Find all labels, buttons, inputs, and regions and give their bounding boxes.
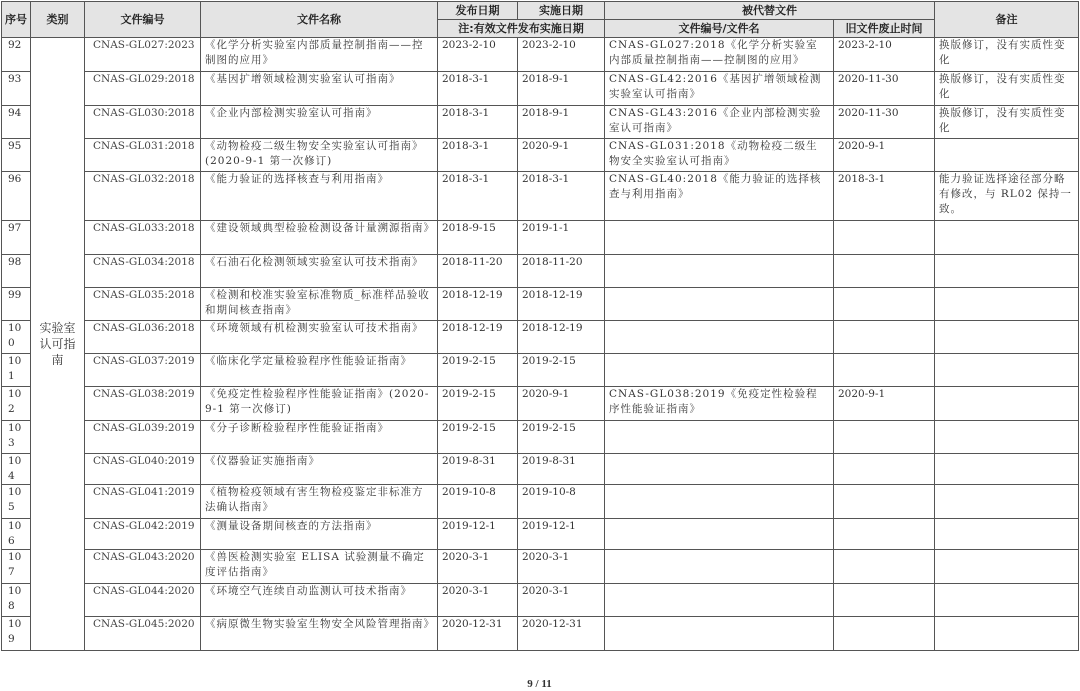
abolish-date-cell: 2020-11-30 [834, 72, 935, 106]
publish-date-cell: 2019-2-15 [438, 354, 518, 387]
file-name-cell: 《测量设备期间核查的方法指南》 [201, 519, 438, 550]
page-number: 9 / 11 [527, 678, 552, 690]
replaced-file-cell [605, 354, 834, 387]
publish-date-cell: 2020-12-31 [438, 617, 518, 651]
row-number-cell: 107 [2, 550, 31, 584]
effective-date-cell: 2019-12-1 [518, 519, 605, 550]
abolish-date-cell [834, 485, 935, 519]
abolish-date-cell [834, 221, 935, 255]
replaced-file-cell [605, 550, 834, 584]
effective-date-cell: 2018-9-1 [518, 106, 605, 139]
table-row [2, 387, 1079, 421]
table-row [2, 584, 1079, 617]
row-number-cell: 102 [2, 387, 31, 421]
remark-cell [935, 421, 1079, 454]
remark-cell [935, 139, 1079, 172]
header-name: 文件名称 [201, 2, 438, 38]
publish-date-cell: 2018-3-1 [438, 106, 518, 139]
table-row [2, 550, 1079, 584]
table-body [2, 38, 1079, 651]
row-number-cell: 109 [2, 617, 31, 651]
abolish-date-cell: 2023-2-10 [834, 38, 935, 72]
abolish-date-cell [834, 255, 935, 288]
table-row [2, 454, 1079, 485]
table-row [2, 38, 1079, 72]
row-number-cell: 97 [2, 221, 31, 255]
file-code-cell: CNAS-GL030:2018 [85, 106, 201, 139]
effective-date-cell: 2018-3-1 [518, 172, 605, 221]
remark-cell [935, 255, 1079, 288]
replaced-file-cell [605, 321, 834, 354]
remark-cell [935, 387, 1079, 421]
table-row [2, 421, 1079, 454]
file-code-cell: CNAS-GL034:2018 [85, 255, 201, 288]
replaced-file-cell [605, 421, 834, 454]
file-code-cell: CNAS-GL039:2019 [85, 421, 201, 454]
row-number-cell: 103 [2, 421, 31, 454]
row-number-cell: 96 [2, 172, 31, 221]
abolish-date-cell [834, 354, 935, 387]
file-code-cell: CNAS-GL041:2019 [85, 485, 201, 519]
file-name-cell: 《免疫定性检验程序性能验证指南》(2020-9-1 第一次修订) [201, 387, 438, 421]
row-number-cell: 99 [2, 288, 31, 321]
file-name-cell: 《临床化学定量检验程序性能验证指南》 [201, 354, 438, 387]
file-code-cell: CNAS-GL042:2019 [85, 519, 201, 550]
remark-cell: 换版修订，没有实质性变化 [935, 72, 1079, 106]
header-effective-date: 实施日期 [518, 2, 605, 20]
file-code-cell: CNAS-GL040:2019 [85, 454, 201, 485]
file-name-cell: 《植物检疫领域有害生物检疫鉴定非标准方法确认指南》 [201, 485, 438, 519]
replaced-file-cell [605, 221, 834, 255]
file-name-cell: 《病原微生物实验室生物安全风险管理指南》 [201, 617, 438, 651]
row-number-cell: 108 [2, 584, 31, 617]
effective-date-cell: 2020-9-1 [518, 387, 605, 421]
header-abolish-date: 旧文件废止时间 [834, 20, 935, 38]
effective-date-cell: 2018-12-19 [518, 288, 605, 321]
publish-date-cell: 2018-3-1 [438, 72, 518, 106]
file-name-cell: 《企业内部检测实验室认可指南》 [201, 106, 438, 139]
header-category: 类别 [31, 2, 85, 38]
file-name-cell: 《动物检疫二级生物安全实验室认可指南》(2020-9-1 第一次修订) [201, 139, 438, 172]
replaced-file-cell [605, 519, 834, 550]
abolish-date-cell: 2020-9-1 [834, 387, 935, 421]
table-row [2, 72, 1079, 106]
replaced-file-cell [605, 255, 834, 288]
header-replaced-code-name: 文件编号/文件名 [605, 20, 834, 38]
remark-cell [935, 485, 1079, 519]
replaced-file-cell: CNAS-GL42:2016《基因扩增领域检测实验室认可指南》 [605, 72, 834, 106]
publish-date-cell: 2018-12-19 [438, 288, 518, 321]
standards-table [1, 1, 1079, 651]
header-remarks: 备注 [935, 2, 1079, 38]
effective-date-cell: 2018-12-19 [518, 321, 605, 354]
abolish-date-cell [834, 617, 935, 651]
remark-cell [935, 288, 1079, 321]
remark-cell [935, 354, 1079, 387]
effective-date-cell: 2020-3-1 [518, 550, 605, 584]
table-row [2, 519, 1079, 550]
replaced-file-cell [605, 288, 834, 321]
row-number-cell: 93 [2, 72, 31, 106]
row-number-cell: 95 [2, 139, 31, 172]
publish-date-cell: 2019-2-15 [438, 421, 518, 454]
table-row [2, 172, 1079, 221]
file-name-cell: 《建设领域典型检验检测设备计量溯源指南》 [201, 221, 438, 255]
remark-cell [935, 221, 1079, 255]
file-name-cell: 《分子诊断检验程序性能验证指南》 [201, 421, 438, 454]
abolish-date-cell [834, 519, 935, 550]
remark-cell [935, 584, 1079, 617]
publish-date-cell: 2018-9-15 [438, 221, 518, 255]
abolish-date-cell [834, 288, 935, 321]
category-cell: 实验室认可指南 [31, 38, 85, 651]
header-replaced: 被代替文件 [605, 2, 935, 20]
abolish-date-cell [834, 584, 935, 617]
replaced-file-cell: CNAS-GL031:2018《动物检疫二级生物安全实验室认可指南》 [605, 139, 834, 172]
effective-date-cell: 2020-3-1 [518, 584, 605, 617]
file-name-cell: 《化学分析实验室内部质量控制指南——控制图的应用》 [201, 38, 438, 72]
replaced-file-cell [605, 617, 834, 651]
file-name-cell: 《基因扩增领域检测实验室认可指南》 [201, 72, 438, 106]
header-publish-date: 发布日期 [438, 2, 518, 20]
table-row [2, 617, 1079, 651]
publish-date-cell: 2019-10-8 [438, 485, 518, 519]
effective-date-cell: 2019-10-8 [518, 485, 605, 519]
file-code-cell: CNAS-GL029:2018 [85, 72, 201, 106]
publish-date-cell: 2018-3-1 [438, 172, 518, 221]
publish-date-cell: 2020-3-1 [438, 584, 518, 617]
row-number-cell: 98 [2, 255, 31, 288]
publish-date-cell: 2019-2-15 [438, 387, 518, 421]
effective-date-cell: 2019-2-15 [518, 354, 605, 387]
row-number-cell: 94 [2, 106, 31, 139]
remark-cell [935, 550, 1079, 584]
abolish-date-cell [834, 550, 935, 584]
remark-cell [935, 617, 1079, 651]
header-date-note: 注:有效文件发布实施日期 [438, 20, 605, 38]
publish-date-cell: 2018-11-20 [438, 255, 518, 288]
replaced-file-cell [605, 485, 834, 519]
file-name-cell: 《检测和校准实验室标准物质_标准样品验收和期间核查指南》 [201, 288, 438, 321]
row-number-cell: 104 [2, 454, 31, 485]
file-code-cell: CNAS-GL044:2020 [85, 584, 201, 617]
file-name-cell: 《石油石化检测领域实验室认可技术指南》 [201, 255, 438, 288]
abolish-date-cell [834, 421, 935, 454]
table-row [2, 139, 1079, 172]
replaced-file-cell: CNAS-GL027:2018《化学分析实验室内部质量控制指南——控制图的应用》 [605, 38, 834, 72]
effective-date-cell: 2019-1-1 [518, 221, 605, 255]
file-code-cell: CNAS-GL045:2020 [85, 617, 201, 651]
file-code-cell: CNAS-GL043:2020 [85, 550, 201, 584]
row-number-cell: 92 [2, 38, 31, 72]
remark-cell [935, 519, 1079, 550]
effective-date-cell: 2019-8-31 [518, 454, 605, 485]
publish-date-cell: 2019-8-31 [438, 454, 518, 485]
file-code-cell: CNAS-GL027:2023 [85, 38, 201, 72]
publish-date-cell: 2019-12-1 [438, 519, 518, 550]
file-name-cell: 《环境空气连续自动监测认可技术指南》 [201, 584, 438, 617]
file-name-cell: 《能力验证的选择核查与利用指南》 [201, 172, 438, 221]
effective-date-cell: 2019-2-15 [518, 421, 605, 454]
effective-date-cell: 2023-2-10 [518, 38, 605, 72]
abolish-date-cell [834, 321, 935, 354]
replaced-file-cell: CNAS-GL40:2018《能力验证的选择核查与利用指南》 [605, 172, 834, 221]
remark-cell: 换版修订，没有实质性变化 [935, 106, 1079, 139]
remark-cell [935, 454, 1079, 485]
file-code-cell: CNAS-GL036:2018 [85, 321, 201, 354]
abolish-date-cell: 2020-9-1 [834, 139, 935, 172]
publish-date-cell: 2018-12-19 [438, 321, 518, 354]
replaced-file-cell [605, 584, 834, 617]
publish-date-cell: 2023-2-10 [438, 38, 518, 72]
effective-date-cell: 2020-9-1 [518, 139, 605, 172]
effective-date-cell: 2018-11-20 [518, 255, 605, 288]
row-number-cell: 105 [2, 485, 31, 519]
effective-date-cell: 2018-9-1 [518, 72, 605, 106]
table-row [2, 221, 1079, 255]
table-row [2, 288, 1079, 321]
table-row [2, 354, 1079, 387]
file-code-cell: CNAS-GL031:2018 [85, 139, 201, 172]
remark-cell [935, 321, 1079, 354]
table-row [2, 321, 1079, 354]
abolish-date-cell: 2018-3-1 [834, 172, 935, 221]
replaced-file-cell [605, 454, 834, 485]
row-number-cell: 101 [2, 354, 31, 387]
file-name-cell: 《仪器验证实施指南》 [201, 454, 438, 485]
publish-date-cell: 2020-3-1 [438, 550, 518, 584]
file-name-cell: 《环境领域有机检测实验室认可技术指南》 [201, 321, 438, 354]
file-code-cell: CNAS-GL033:2018 [85, 221, 201, 255]
replaced-file-cell: CNAS-GL43:2016《企业内部检测实验室认可指南》 [605, 106, 834, 139]
file-code-cell: CNAS-GL038:2019 [85, 387, 201, 421]
row-number-cell: 100 [2, 321, 31, 354]
header-code: 文件编号 [85, 2, 201, 38]
page-content [1, 1, 1078, 691]
file-code-cell: CNAS-GL035:2018 [85, 288, 201, 321]
file-code-cell: CNAS-GL037:2019 [85, 354, 201, 387]
abolish-date-cell: 2020-11-30 [834, 106, 935, 139]
abolish-date-cell [834, 454, 935, 485]
table-row [2, 106, 1079, 139]
file-code-cell: CNAS-GL032:2018 [85, 172, 201, 221]
replaced-file-cell: CNAS-GL038:2019《免疫定性检验程序性能验证指南》 [605, 387, 834, 421]
header-seq: 序号 [2, 2, 31, 38]
table-row [2, 485, 1079, 519]
effective-date-cell: 2020-12-31 [518, 617, 605, 651]
table-row [2, 255, 1079, 288]
remark-cell: 能力验证选择途径部分略有修改，与 RL02 保持一致。 [935, 172, 1079, 221]
remark-cell: 换版修订，没有实质性变化 [935, 38, 1079, 72]
publish-date-cell: 2018-3-1 [438, 139, 518, 172]
row-number-cell: 106 [2, 519, 31, 550]
file-name-cell: 《兽医检测实验室 ELISA 试验测量不确定度评估指南》 [201, 550, 438, 584]
